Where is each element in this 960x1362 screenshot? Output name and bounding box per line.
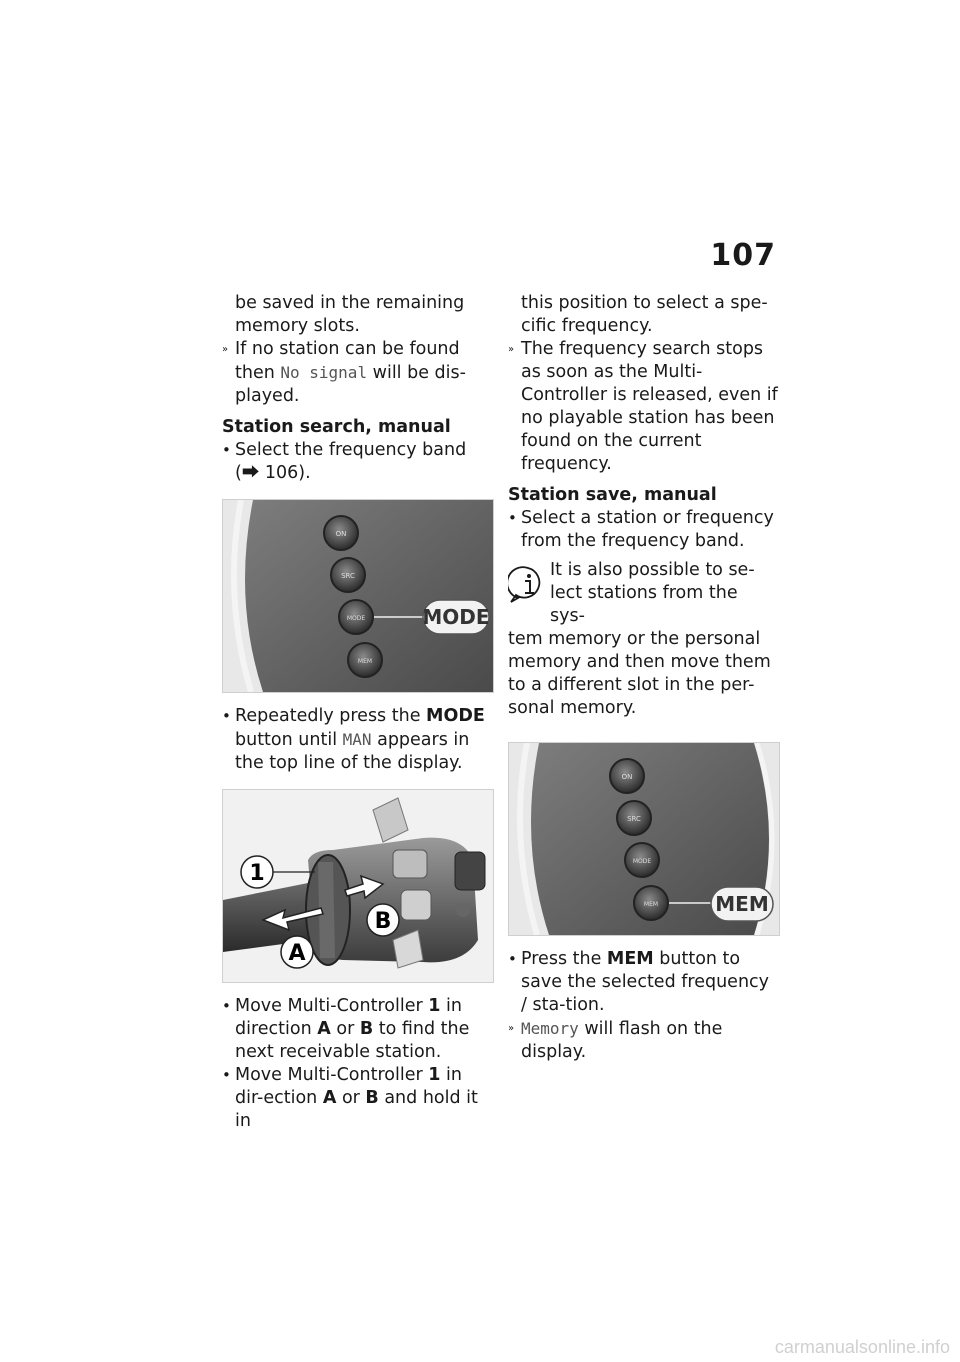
result-text: will flash on the display. (521, 1019, 723, 1062)
bullet-item (222, 995, 492, 1064)
button-on-icon (610, 759, 644, 793)
bullet-text: button until (235, 730, 343, 750)
display-text-memory: Memory (521, 1019, 579, 1038)
bullet-text: or (330, 1019, 360, 1039)
callout-a-label: A (288, 941, 306, 966)
bullet-icon: • (222, 707, 231, 725)
figure-multi-controller (222, 789, 494, 983)
note-text: It is also possible to se- (550, 560, 755, 580)
continued-text: this position to select a spe-cific frequency. (521, 293, 768, 336)
svg-text:SRC: SRC (341, 572, 355, 580)
section-heading: Station search, manual (222, 417, 451, 437)
result-arrow-icon: » (508, 344, 515, 355)
section-heading: Station save, manual (508, 485, 717, 505)
result-item (222, 338, 492, 408)
bullet-text: Select a station or frequency from the frequency band. (521, 508, 774, 551)
footer-watermark: carmanualsonline.info (774, 1337, 950, 1357)
bullet-item (222, 705, 492, 775)
info-note (508, 559, 778, 720)
button-on-icon (324, 516, 358, 550)
bold-term: B (359, 1019, 374, 1039)
svg-text:SRC: SRC (627, 815, 641, 823)
svg-text:MODE: MODE (632, 858, 652, 865)
bullet-item (222, 439, 492, 485)
bold-term: MEM (606, 949, 654, 969)
button-src-icon (331, 558, 365, 592)
bullet-icon: • (508, 509, 517, 527)
svg-text:MEM: MEM (357, 658, 373, 665)
result-arrow-icon: » (222, 344, 229, 355)
button-src-icon (617, 801, 651, 835)
bullet-text: or (336, 1088, 366, 1108)
bullet-text: button to save the selected frequency / sta-tion. (521, 949, 770, 1015)
display-text-man: MAN (342, 730, 372, 749)
page-reference-link[interactable]: (⮕ 106). (235, 463, 311, 483)
button-mode-icon (339, 600, 373, 634)
svg-text:MEM: MEM (643, 901, 659, 908)
note-text: lect stations from the sys- (550, 583, 738, 626)
mem-callout-label: MEM (715, 892, 769, 916)
bullet-icon: • (222, 997, 231, 1015)
mode-callout-label: MODE (422, 605, 490, 629)
bold-term: A (317, 1019, 331, 1039)
bullet-text: in direction (235, 996, 462, 1039)
bullet-text: appears in the top line of the display. (235, 730, 470, 773)
bullet-text: Repeatedly press the (235, 706, 427, 726)
result-text: If no station can be found then (235, 339, 460, 383)
button-mem-icon (634, 886, 668, 920)
result-text: will be dis-played. (235, 363, 466, 406)
bullet-icon: • (508, 950, 517, 968)
bold-term: 1 (428, 996, 441, 1016)
figure-mem-button (508, 742, 780, 936)
bullet-text: Move Multi-Controller (235, 996, 429, 1016)
bold-term: B (365, 1088, 379, 1108)
bullet-item (508, 948, 778, 1017)
right-column (508, 292, 778, 1064)
result-arrow-icon: » (508, 1023, 515, 1034)
bullet-icon: • (222, 441, 231, 459)
figure-mode-button (222, 499, 494, 693)
svg-text:MODE: MODE (346, 615, 366, 622)
display-text-no-signal: No signal (280, 363, 368, 382)
left-column (222, 292, 492, 1133)
callout-b-label: B (374, 909, 392, 934)
bullet-text: in dir-ection (235, 1065, 462, 1108)
info-icon (508, 565, 548, 605)
bullet-icon: • (222, 1066, 231, 1084)
bullet-text: Select the frequency band (235, 440, 467, 460)
callout-1-label: 1 (249, 861, 265, 886)
bold-term: 1 (428, 1065, 441, 1085)
continued-text: be saved in the remaining memory slots. (235, 293, 465, 336)
bullet-item (508, 507, 778, 553)
bullet-text: and hold it in (235, 1088, 478, 1131)
bullet-text: Move Multi-Controller (235, 1065, 429, 1085)
svg-text:ON: ON (335, 530, 347, 538)
bullet-text: to find the next receivable station. (235, 1019, 470, 1062)
bold-term: MODE (426, 706, 485, 726)
result-item (508, 1017, 778, 1064)
svg-text:ON: ON (621, 773, 633, 781)
result-text: The frequency search stops as soon as the Multi-Controller is released, even if no playable station has been found on the current frequency. (521, 339, 778, 474)
bullet-text: Press the (521, 949, 607, 969)
bold-term: A (322, 1088, 337, 1108)
page-number: 107 (710, 238, 776, 273)
button-mode-icon (625, 843, 659, 877)
result-item (508, 338, 778, 476)
button-mem-icon (348, 643, 382, 677)
bullet-item (222, 1064, 492, 1133)
note-text: tem memory or the personal memory and then move them to a different slot in the per-sonal memory. (508, 629, 771, 718)
